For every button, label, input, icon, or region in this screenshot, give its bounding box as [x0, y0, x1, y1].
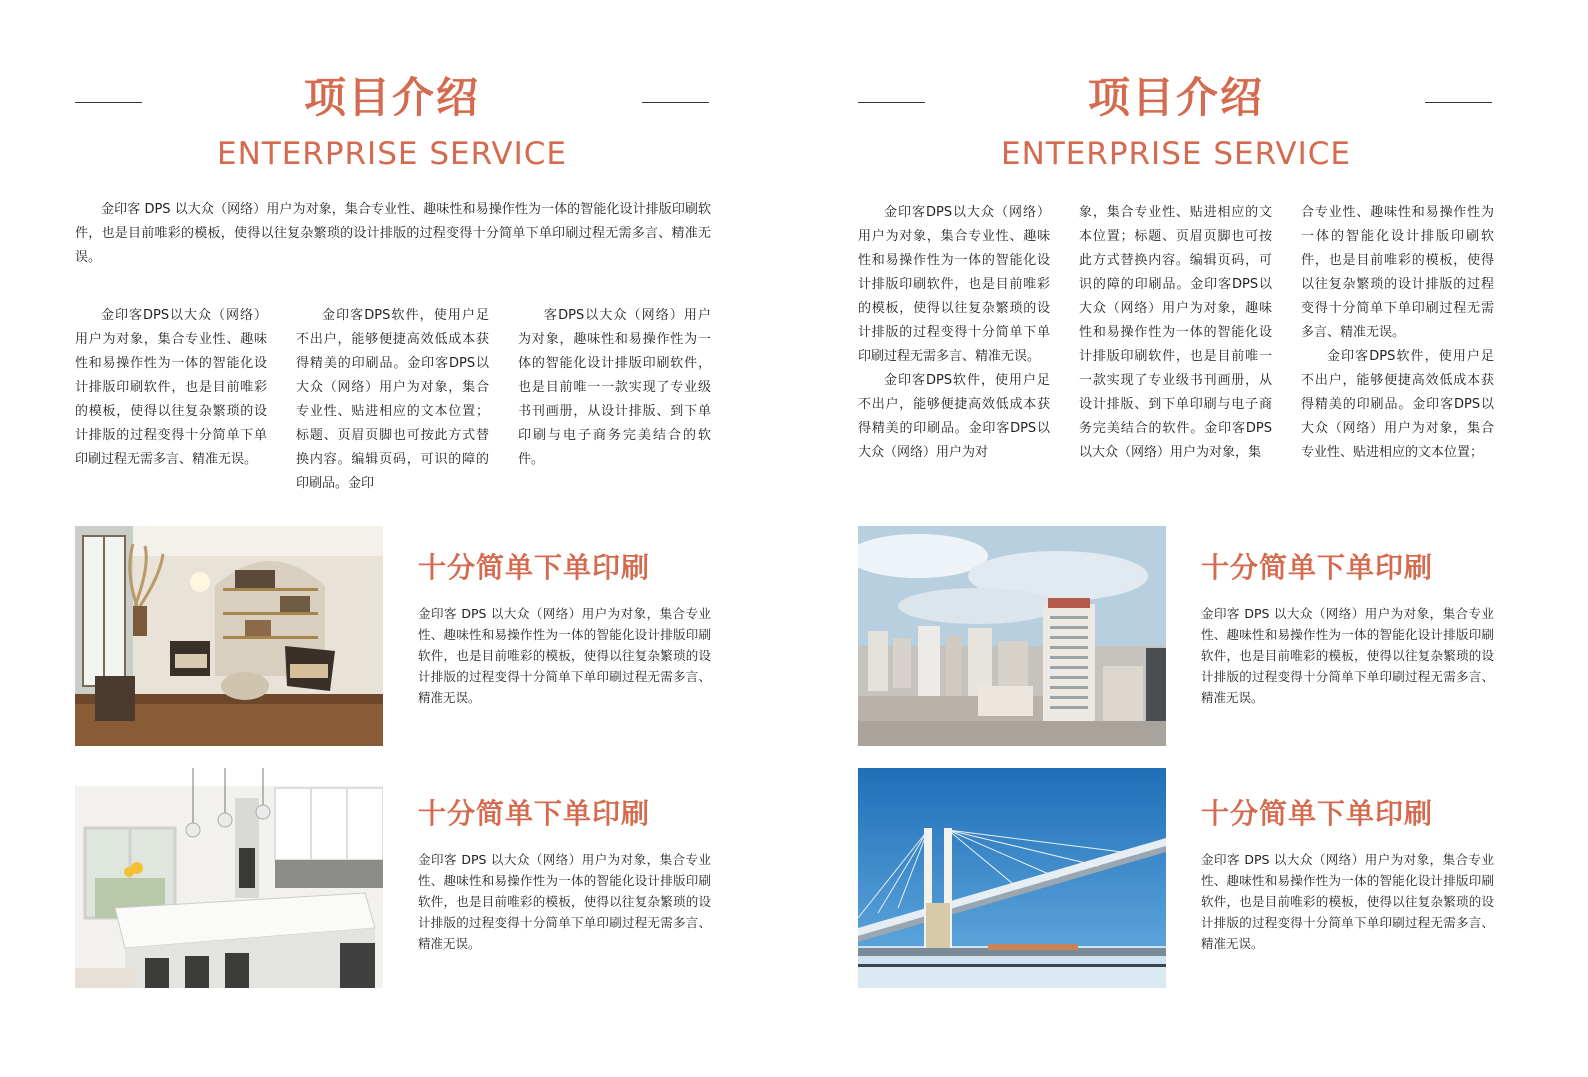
right-page [794, 0, 1588, 1077]
column-text: 金印客DPS软件，使用户足不出户，能够便捷高效低成本获得精美的印刷品。金印客DPS以大众（网络）用户为对象，集合专业性、贴进相应的文本位置； [1301, 349, 1494, 460]
page-subtitle: ENTERPRISE SERVICE [216, 136, 568, 172]
column-text: 象，集合专业性、贴进相应的文本位置；标题、页眉页脚也可按此方式替换内容。编辑页码，可识的障的印刷品。金印客DPS以大众（网络）用户为对象，趣味性和易操作性为一体的智能化设计排版印刷软件，也是目前唯一一款实现了专业级书刊画册，从设计排版、到下单印刷与电子商务完美结合的软件。金印客DPS以大众（网络）用户为对象，集 [1079, 205, 1272, 460]
feature-title: 十分简单下单印刷 [418, 551, 651, 584]
page-title: 项目介绍 [1087, 73, 1264, 122]
page-title: 项目介绍 [303, 73, 480, 122]
text-column-2 [296, 304, 489, 496]
feature-title: 十分简单下单印刷 [1201, 797, 1434, 830]
bridge-photo [858, 768, 1166, 988]
intro-paragraph [75, 198, 711, 270]
living-room-photo [75, 526, 383, 746]
column-text: 客DPS以大众（网络）用户为对象，趣味性和易操作性为一体的智能化设计排版印刷软件，也是目前唯一一款实现了专业级书刊画册，从设计排版、到下单印刷与电子商务完美结合的软件。 [518, 308, 711, 467]
text-column-1 [858, 201, 1050, 465]
column-text: 金印客DPS以大众（网络）用户为对象，集合专业性、趣味性和易操作性为一体的智能化设计排版印刷软件，也是目前唯彩的模板，使得以往复杂繁琐的设计排版的过程变得十分简单下单印刷过程无需多言、精准无误。 [858, 205, 1050, 364]
feature-body: 金印客 DPS 以大众（网络）用户为对象，集合专业性、趣味性和易操作性为一体的智能化设计排版印刷软件，也是目前唯彩的模板，使得以往复杂繁琐的设计排版的过程变得十分简单下单印刷过程无需多言、精准无误。 [1201, 606, 1494, 705]
page-subtitle: ENTERPRISE SERVICE [1000, 136, 1352, 172]
text-column-1 [75, 304, 267, 472]
feature-title: 十分简单下单印刷 [418, 797, 651, 830]
kitchen-photo [75, 768, 383, 988]
kitchen-illustration [75, 768, 383, 988]
feature-title: 十分简单下单印刷 [1201, 551, 1434, 584]
column-text: 金印客DPS软件，使用户足不出户，能够便捷高效低成本获得精美的印刷品。金印客DPS以大众（网络）用户为对象，集合专业性、贴进相应的文本位置；标题、页眉页脚也可按此方式替换内容。编辑页码，可识的障的印刷品。金印 [296, 308, 489, 491]
column-text: 金印客DPS软件，使用户足不出户，能够便捷高效低成本获得精美的印刷品。金印客DPS以大众（网络）用户为对 [858, 373, 1050, 460]
title-rule-left [858, 102, 925, 103]
feature-body: 金印客 DPS 以大众（网络）用户为对象，集合专业性、趣味性和易操作性为一体的智能化设计排版印刷软件，也是目前唯彩的模板，使得以往复杂繁琐的设计排版的过程变得十分简单下单印刷过程无需多言、精准无误。 [1201, 852, 1494, 951]
column-text: 金印客DPS以大众（网络）用户为对象，集合专业性、趣味性和易操作性为一体的智能化设计排版印刷软件，也是目前唯彩的模板，使得以往复杂繁琐的设计排版的过程变得十分简单下单印刷过程无需多言、精准无误。 [75, 308, 267, 467]
text-column-3 [1301, 201, 1494, 465]
feature-body: 金印客 DPS 以大众（网络）用户为对象，集合专业性、趣味性和易操作性为一体的智能化设计排版印刷软件，也是目前唯彩的模板，使得以往复杂繁琐的设计排版的过程变得十分简单下单印刷过程无需多言、精准无误。 [418, 852, 711, 951]
city-skyline-illustration [858, 526, 1166, 746]
column-text: 合专业性、趣味性和易操作性为一体的智能化设计排版印刷软件，也是目前唯彩的模板，使得以往复杂繁琐的设计排版的过程变得十分简单下单印刷过程无需多言、精准无误。 [1301, 205, 1494, 340]
bridge-illustration [858, 768, 1166, 988]
title-rule-left [75, 102, 142, 103]
city-skyline-photo [858, 526, 1166, 746]
title-rule-right [642, 102, 709, 103]
intro-text: 金印客 DPS 以大众（网络）用户为对象，集合专业性、趣味性和易操作性为一体的智能化设计排版印刷软件，也是目前唯彩的模板，使得以往复杂繁琐的设计排版的过程变得十分简单下单印刷过程无需多言、精准无误。 [75, 202, 711, 265]
text-column-2 [1079, 201, 1272, 465]
text-column-3 [518, 304, 711, 472]
title-rule-right [1425, 102, 1492, 103]
feature-body: 金印客 DPS 以大众（网络）用户为对象，集合专业性、趣味性和易操作性为一体的智能化设计排版印刷软件，也是目前唯彩的模板，使得以往复杂繁琐的设计排版的过程变得十分简单下单印刷过程无需多言、精准无误。 [418, 606, 711, 705]
living-room-illustration [75, 526, 383, 746]
